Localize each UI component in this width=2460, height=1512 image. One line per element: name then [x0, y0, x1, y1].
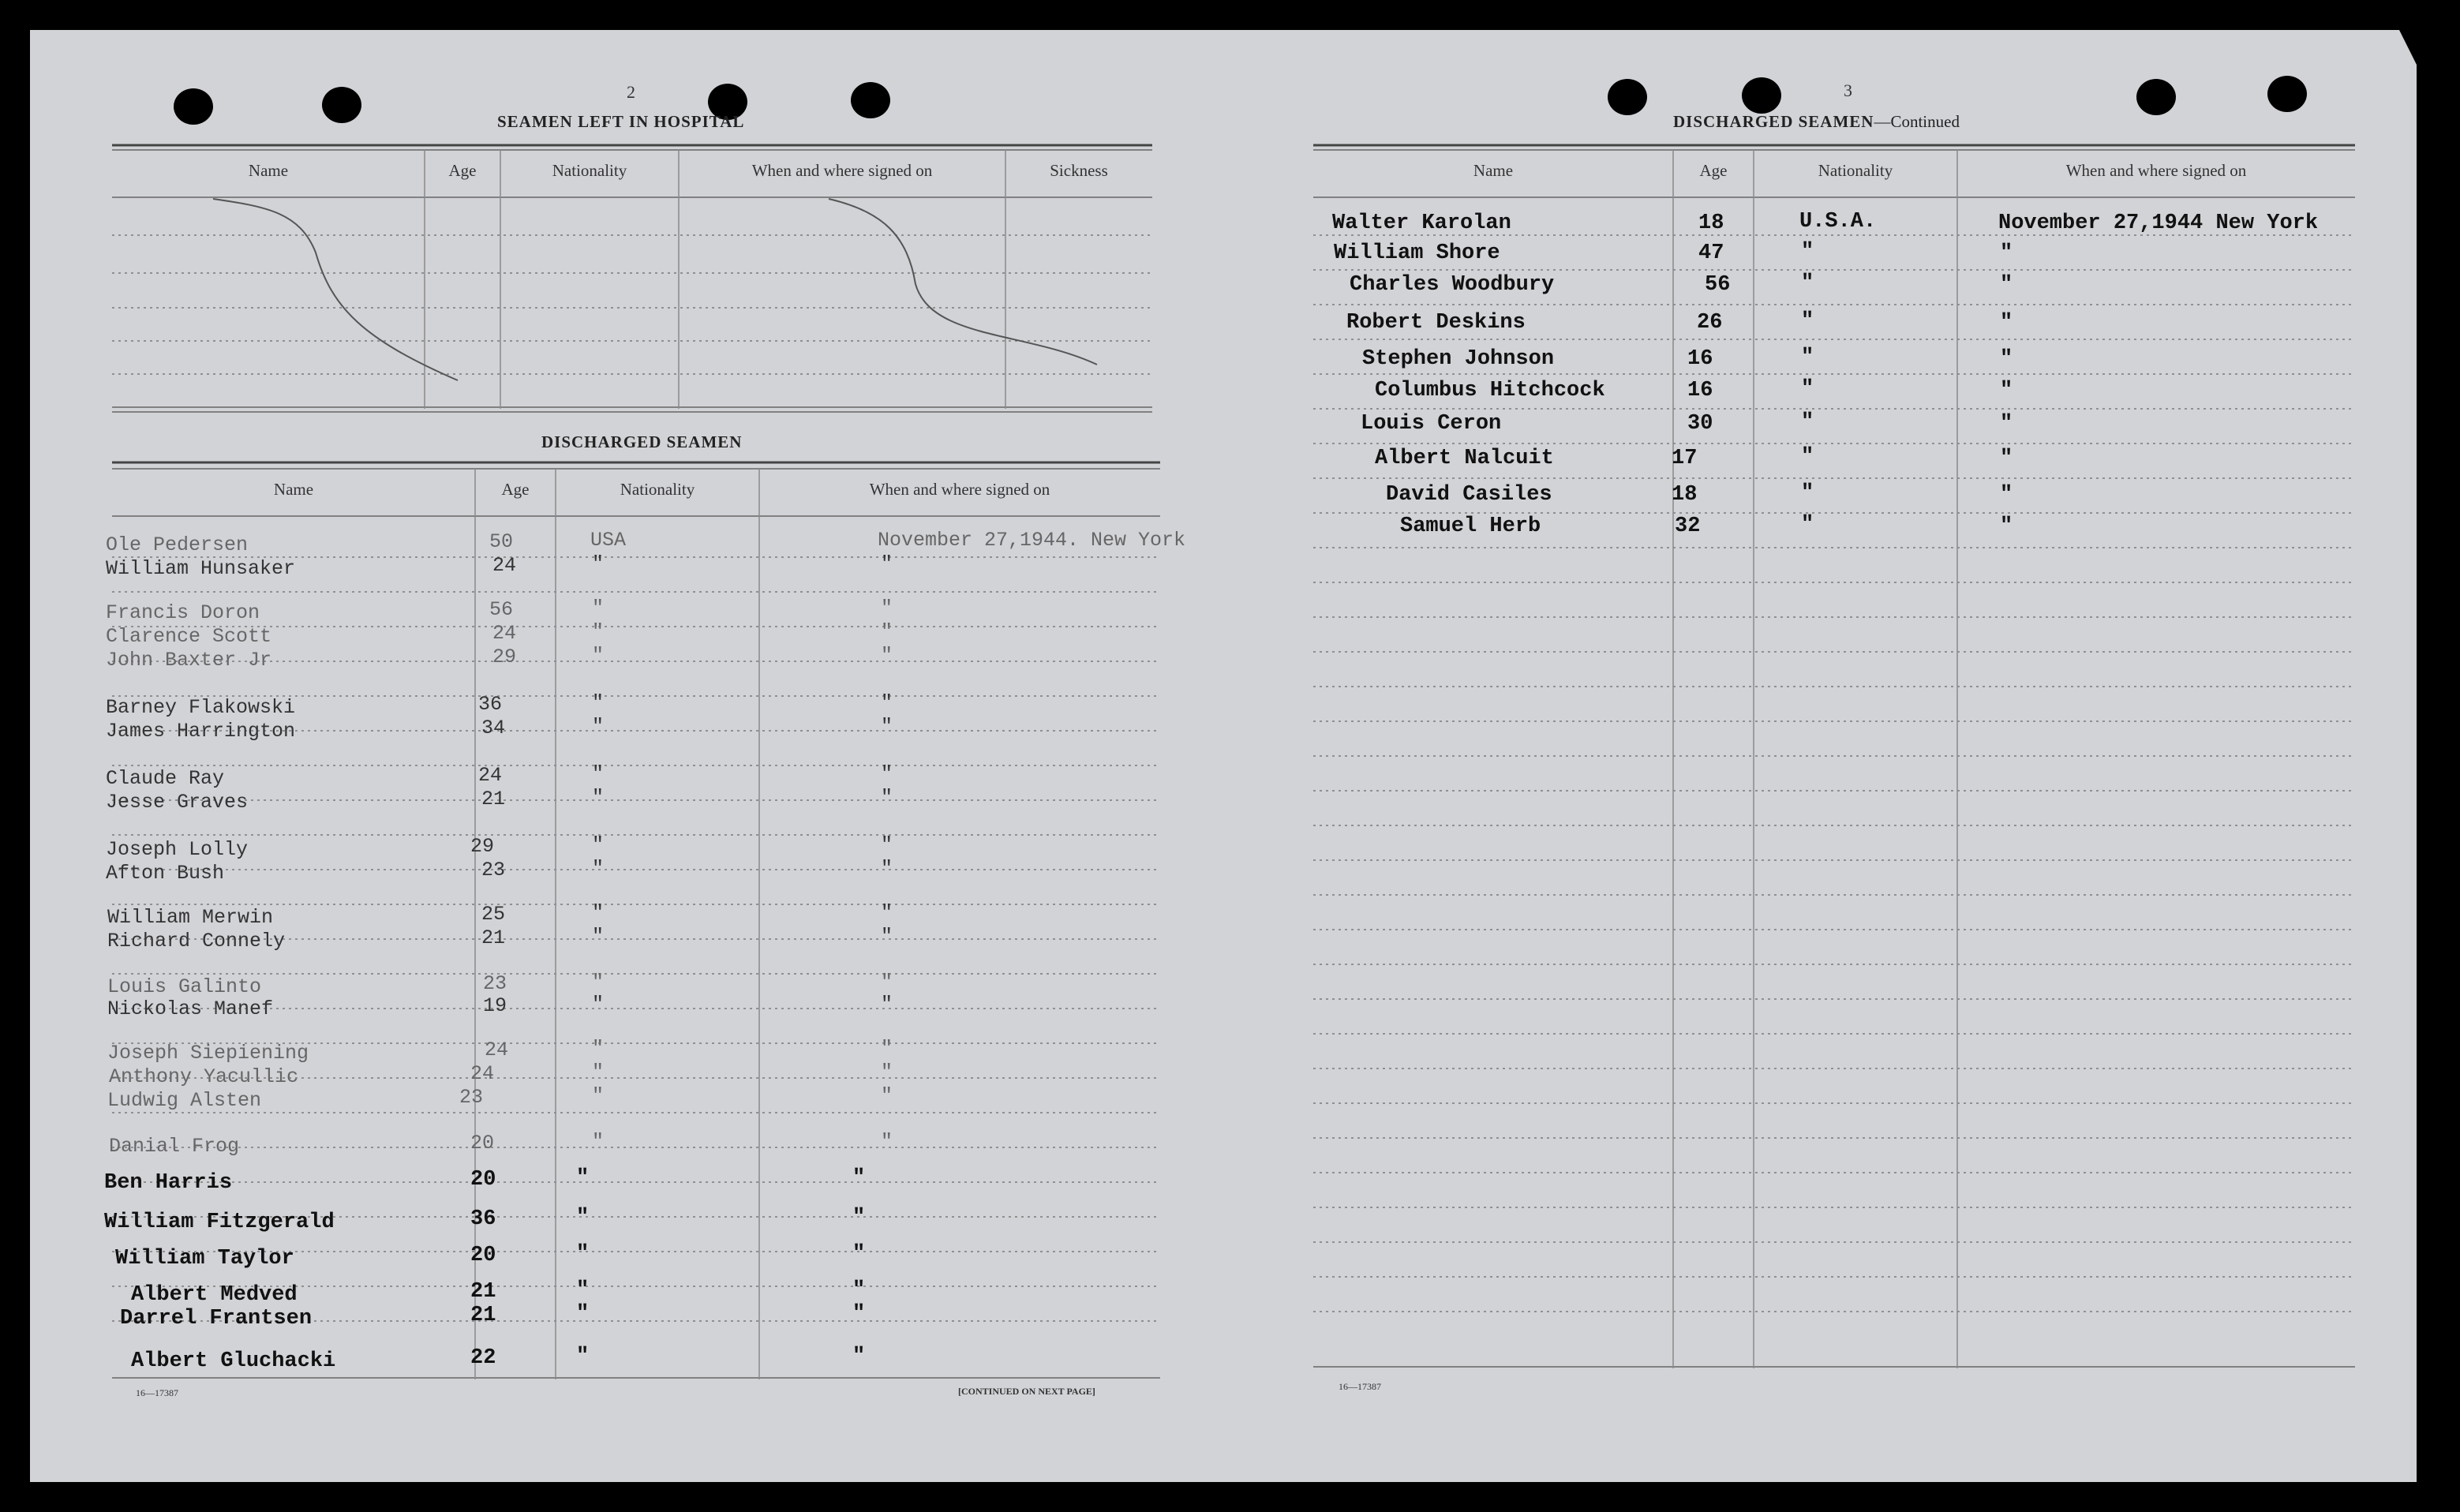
seaman-nationality: ": [592, 1130, 605, 1153]
discharged-section-title: DISCHARGED SEAMEN: [541, 432, 743, 451]
seaman-signed-on: ": [881, 552, 893, 575]
seaman-nationality: ": [1801, 377, 1814, 401]
seaman-name: Nickolas Manef: [107, 997, 274, 1020]
seaman-signed-on: ": [2000, 273, 2013, 297]
seaman-signed-on: ": [881, 901, 893, 924]
seaman-age: 23: [459, 1086, 484, 1109]
seaman-nationality: ": [592, 620, 605, 643]
seaman-name: Robert Deskins: [1346, 311, 1526, 335]
seaman-nationality: ": [576, 1206, 590, 1229]
seaman-nationality: ": [576, 1302, 590, 1326]
seaman-age: 29: [470, 835, 495, 858]
seaman-age: 24: [485, 1039, 509, 1061]
seaman-signed-on: ": [881, 925, 893, 948]
seaman-nationality: ": [592, 691, 605, 714]
seaman-signed-on: ": [881, 620, 893, 643]
seaman-nationality: ": [592, 857, 605, 880]
seaman-name: Albert Nalcuit: [1375, 447, 1554, 470]
seaman-age: 24: [478, 764, 503, 787]
seaman-name: Joseph Lolly: [106, 838, 249, 861]
seaman-nationality: ": [592, 552, 605, 575]
seaman-name: Claude Ray: [106, 767, 225, 790]
seaman-age: 20: [470, 1132, 495, 1155]
seaman-signed-on: ": [881, 786, 893, 809]
seaman-nationality: ": [592, 715, 605, 738]
seaman-age: 20: [470, 1244, 496, 1267]
column-header: Nationality: [620, 480, 695, 499]
seaman-signed-on: ": [852, 1278, 866, 1302]
seaman-age: 56: [489, 598, 514, 621]
seaman-signed-on: ": [881, 644, 893, 667]
column-header: Name: [273, 480, 314, 499]
seaman-signed-on: ": [852, 1166, 866, 1190]
seaman-signed-on: ": [881, 597, 893, 619]
seaman-nationality: ": [576, 1345, 590, 1368]
seaman-name: Clarence Scott: [106, 625, 272, 648]
seaman-age: 23: [481, 859, 506, 881]
seaman-name: Danial Frog: [109, 1135, 240, 1158]
form-number: 16—17387: [136, 1387, 178, 1398]
column-header: Age: [448, 161, 477, 180]
seaman-age: 21: [470, 1280, 496, 1304]
seaman-signed-on: ": [852, 1206, 866, 1229]
seaman-signed-on: ": [2000, 347, 2013, 371]
seaman-nationality: ": [576, 1242, 590, 1266]
hospital-section-title: SEAMEN LEFT IN HOSPITAL: [497, 112, 745, 131]
seaman-nationality: ": [592, 1084, 605, 1107]
seaman-name: Ben Harris: [104, 1171, 233, 1195]
column-header: When and where signed on: [869, 480, 1050, 499]
seaman-signed-on: November 27,1944. New York: [878, 529, 1186, 552]
page-number: 3: [1844, 80, 1852, 100]
cancel-line: [213, 199, 458, 380]
seaman-signed-on: ": [2000, 311, 2013, 335]
seaman-nationality: ": [1801, 410, 1814, 434]
seaman-name: Jesse Graves: [106, 791, 249, 814]
seaman-nationality: ": [592, 833, 605, 856]
seaman-signed-on: ": [2000, 412, 2013, 436]
seaman-name: Walter Karolan: [1332, 211, 1511, 235]
cancel-line: [829, 199, 1097, 365]
seaman-signed-on: ": [881, 1037, 893, 1060]
seaman-age: 21: [481, 788, 506, 810]
seaman-signed-on: ": [852, 1302, 866, 1326]
seaman-age: 56: [1705, 273, 1731, 297]
seaman-age: 26: [1697, 311, 1723, 335]
seaman-nationality: ": [592, 762, 605, 785]
seaman-name: John Baxter Jr: [106, 649, 272, 672]
page-number: 2: [627, 82, 635, 102]
seaman-signed-on: November 27,1944 New York: [1998, 211, 2319, 235]
seaman-nationality: USA: [590, 529, 627, 552]
seaman-age: 16: [1687, 347, 1713, 371]
title-suffix: —Continued: [1874, 112, 1960, 131]
seaman-age: 36: [470, 1207, 496, 1231]
seaman-nationality: ": [592, 1037, 605, 1060]
seaman-age: 29: [492, 646, 517, 668]
seaman-name: Ole Pedersen: [106, 533, 249, 556]
seaman-signed-on: ": [881, 691, 893, 714]
seaman-nationality: ": [1801, 513, 1814, 537]
seaman-age: 21: [470, 1304, 496, 1327]
seaman-nationality: ": [1801, 445, 1814, 469]
seaman-name: William Taylor: [115, 1247, 294, 1271]
seaman-signed-on: ": [881, 1130, 893, 1153]
column-header: Sickness: [1050, 161, 1108, 180]
seaman-age: 22: [470, 1346, 496, 1370]
seaman-signed-on: ": [881, 1084, 893, 1107]
seaman-name: Afton Bush: [106, 862, 225, 885]
seaman-name: Albert Medved: [131, 1283, 298, 1307]
seaman-name: Columbus Hitchcock: [1375, 379, 1605, 402]
seaman-name: James Harrington: [106, 720, 296, 743]
seaman-name: Louis Galinto: [107, 975, 262, 998]
seaman-age: 24: [470, 1062, 495, 1085]
seaman-name: William Shore: [1334, 241, 1500, 265]
seaman-age: 50: [489, 530, 514, 553]
seaman-name: Francis Doron: [106, 601, 260, 624]
seaman-age: 23: [483, 972, 507, 995]
seaman-name: Anthony Yacullic: [109, 1065, 299, 1088]
seaman-name: Charles Woodbury: [1350, 273, 1555, 297]
seaman-name: William Merwin: [107, 906, 274, 929]
seaman-signed-on: ": [2000, 515, 2013, 538]
column-header: Name: [248, 161, 289, 180]
seaman-age: 21: [481, 926, 506, 949]
seaman-age: 32: [1675, 515, 1701, 538]
seaman-age: 36: [478, 693, 503, 716]
seaman-age: 19: [483, 994, 507, 1017]
seaman-age: 30: [1687, 412, 1713, 436]
seaman-name: Ludwig Alsten: [107, 1089, 262, 1112]
seaman-age: 18: [1698, 211, 1724, 235]
seaman-name: William Fitzgerald: [104, 1211, 335, 1234]
continued-note: [CONTINUED ON NEXT PAGE]: [958, 1386, 1095, 1397]
seaman-signed-on: ": [881, 993, 893, 1016]
seaman-signed-on: ": [881, 833, 893, 856]
column-header: Nationality: [1818, 161, 1893, 180]
seaman-signed-on: ": [2000, 447, 2013, 470]
seaman-nationality: ": [592, 597, 605, 619]
seaman-signed-on: ": [881, 971, 893, 994]
seaman-nationality: U.S.A.: [1799, 210, 1877, 234]
seaman-name: Richard Connely: [107, 930, 286, 952]
column-header: Name: [1473, 161, 1514, 180]
column-header: When and where signed on: [751, 161, 933, 180]
seaman-name: David Casiles: [1386, 483, 1552, 507]
column-header: Nationality: [552, 161, 627, 180]
seaman-name: Louis Ceron: [1361, 412, 1502, 436]
seaman-nationality: ": [576, 1278, 590, 1302]
seaman-signed-on: ": [881, 1061, 893, 1083]
seaman-name: Darrel Frantsen: [120, 1307, 313, 1330]
seaman-nationality: ": [1801, 346, 1814, 369]
continued-section-title: [1673, 112, 1960, 132]
seaman-signed-on: ": [881, 715, 893, 738]
seaman-name: Albert Gluchacki: [131, 1349, 336, 1373]
column-header: When and where signed on: [2065, 161, 2247, 180]
seaman-nationality: ": [576, 1166, 590, 1190]
seaman-signed-on: ": [881, 857, 893, 880]
seaman-age: 18: [1672, 483, 1698, 507]
title-text: DISCHARGED SEAMEN: [1673, 112, 1874, 131]
seaman-age: 34: [481, 717, 506, 739]
seaman-age: 24: [492, 622, 517, 645]
seaman-signed-on: ": [881, 762, 893, 785]
seaman-nationality: ": [1801, 481, 1814, 505]
seaman-name: William Hunsaker: [106, 557, 296, 580]
seaman-age: 24: [492, 554, 517, 577]
seaman-nationality: ": [1801, 240, 1814, 264]
seaman-nationality: ": [592, 644, 605, 667]
seaman-age: 47: [1698, 241, 1724, 265]
seaman-nationality: ": [592, 993, 605, 1016]
seaman-nationality: ": [592, 925, 605, 948]
seaman-age: 20: [470, 1168, 496, 1192]
seaman-nationality: ": [1801, 309, 1814, 333]
seaman-nationality: ": [592, 1061, 605, 1083]
seaman-signed-on: ": [2000, 483, 2013, 507]
seaman-age: 16: [1687, 379, 1713, 402]
column-header: Age: [501, 480, 530, 499]
seaman-name: Barney Flakowski: [106, 696, 296, 719]
seaman-age: 17: [1672, 447, 1698, 470]
form-number: 16—17387: [1339, 1381, 1381, 1392]
seaman-name: Stephen Johnson: [1362, 347, 1555, 371]
seaman-nationality: ": [592, 971, 605, 994]
seaman-age: 25: [481, 903, 506, 926]
column-header: Age: [1699, 161, 1728, 180]
seaman-signed-on: ": [2000, 241, 2013, 265]
seaman-signed-on: ": [852, 1242, 866, 1266]
seaman-signed-on: ": [2000, 379, 2013, 402]
seaman-name: Joseph Siepiening: [107, 1042, 309, 1065]
seaman-signed-on: ": [852, 1345, 866, 1368]
seaman-name: Samuel Herb: [1400, 515, 1541, 538]
seaman-nationality: ": [592, 901, 605, 924]
seaman-nationality: ": [1801, 271, 1814, 295]
seaman-nationality: ": [592, 786, 605, 809]
